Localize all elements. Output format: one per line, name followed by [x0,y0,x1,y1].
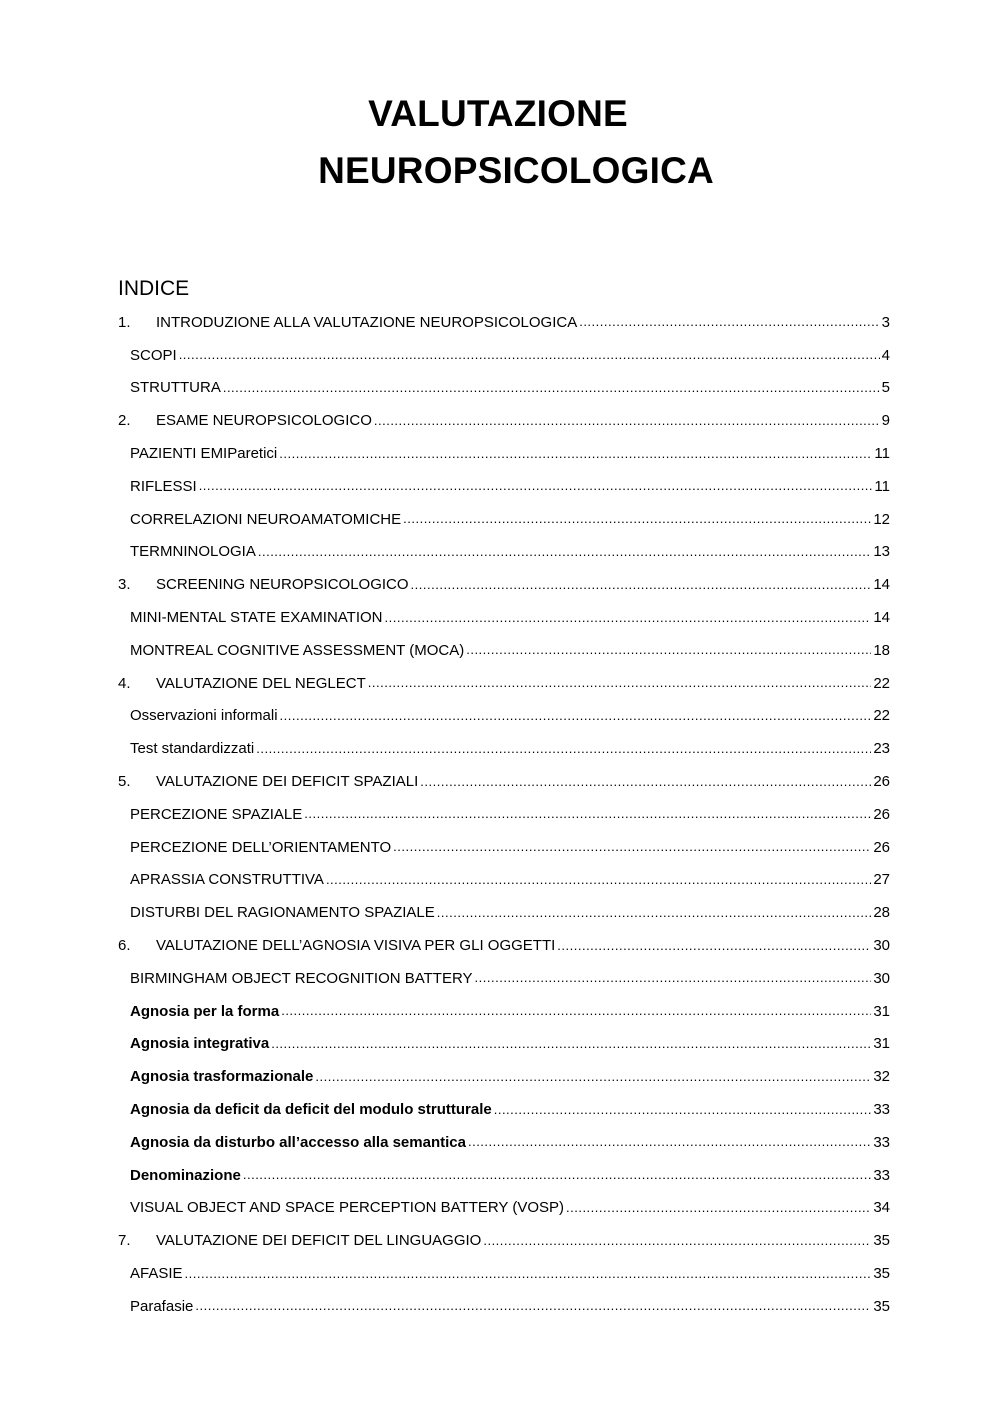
toc-entry-label: VALUTAZIONE DEL NEGLECT [156,674,366,692]
toc-entry[interactable] [118,372,890,405]
toc-entry-page: 26 [873,838,890,856]
toc-dot-leader [315,1068,871,1086]
toc-entry-label: RIFLESSI [130,477,197,495]
toc-entry-label: PERCEZIONE DELL’ORIENTAMENTO [130,838,392,856]
toc-entry-page: 3 [881,313,890,331]
toc-heading: INDICE [118,277,190,300]
toc-entry-page: 23 [873,740,890,758]
toc-entry-label: MINI-MENTAL STATE EXAMINATION [130,609,383,627]
toc-entry-label: AFASIE [130,1265,183,1282]
toc-entry[interactable] [118,339,890,372]
toc-entry[interactable] [118,1192,890,1225]
toc-entry-label: TERMNINOLOGIA [130,543,256,561]
toc-entry-label: VISUAL OBJECT AND SPACE PERCEPTION BATTERY (VOSP) [130,1199,564,1217]
toc-dot-leader [483,1232,871,1250]
toc-dot-leader [468,1133,871,1151]
toc-entry-number: 4. [118,674,131,692]
toc-entry-label: INTRODUZIONE ALLA VALUTAZIONE NEUROPSICOLOGICA [156,313,578,331]
toc-entry[interactable] [118,732,890,765]
toc-dot-leader [326,871,871,889]
toc-entry-page: 18 [873,641,890,659]
toc-entry-label: Test standardizzati [130,740,255,758]
toc-entry-label: SCREENING NEUROPSICOLOGICO [156,576,409,594]
toc-entry-page: 31 [873,1002,890,1020]
toc-dot-leader [280,707,872,725]
toc-dot-leader [557,937,871,955]
document-title-line1: VALUTAZIONE [368,93,628,134]
toc-entry-page: 5 [881,379,890,397]
table-of-contents [118,306,890,1323]
toc-entry-page: 13 [873,543,890,561]
toc-entry[interactable] [118,1224,890,1257]
toc-entry-number: 6. [118,937,131,955]
toc-dot-leader [403,510,871,528]
toc-entry-number: 7. [118,1232,131,1250]
toc-dot-leader [279,445,872,463]
toc-entry[interactable] [118,896,890,929]
toc-dot-leader [579,313,879,331]
toc-entry-page: 33 [873,1101,890,1119]
toc-entry[interactable] [118,437,890,470]
toc-entry-label: VALUTAZIONE DEI DEFICIT DEL LINGUAGGIO [156,1232,482,1250]
toc-dot-leader [411,576,872,594]
toc-entry-label: Agnosia per la forma [130,1002,280,1020]
toc-entry[interactable] [118,995,890,1028]
toc-entry[interactable] [118,404,890,437]
toc-entry-label: VALUTAZIONE DELL’AGNOSIA VISIVA PER GLI OGGETTI [156,937,556,955]
toc-entry-page: 30 [873,969,890,987]
toc-entry-label: VALUTAZIONE DEI DEFICIT SPAZIALI [156,773,419,791]
toc-dot-leader [179,346,880,364]
toc-entry[interactable] [118,306,890,339]
toc-entry-page: 9 [881,412,890,430]
toc-entry-page: 26 [873,773,890,791]
toc-entry-label: STRUTTURA [130,379,221,397]
toc-entry-label: Agnosia integrativa [130,1035,270,1053]
toc-entry-label: Osservazioni informali [130,707,278,725]
toc-entry-page: 22 [873,674,890,692]
document-title-line2: NEUROPSICOLOGICA [318,150,714,191]
toc-entry-label: Agnosia da disturbo all’accesso alla semantica [130,1133,466,1151]
toc-dot-leader [368,674,872,692]
toc-entry-label: PAZIENTI EMIParetici [130,445,278,463]
toc-dot-leader [199,477,873,495]
toc-entry-page: 12 [873,510,890,528]
toc-dot-leader [475,969,872,987]
toc-entry-label: DISTURBI DEL RAGIONAMENTO SPAZIALE [130,904,435,922]
toc-entry-label: Agnosia da deficit da deficit del modulo strutturale [130,1101,492,1119]
toc-entry-number: 3. [118,576,131,594]
toc-dot-leader [393,838,871,856]
toc-entry[interactable] [118,568,890,601]
toc-entry-page: 35 [873,1265,890,1282]
toc-entry-page: 14 [873,576,890,594]
toc-entry[interactable] [118,962,890,995]
toc-entry[interactable] [118,1159,890,1192]
toc-entry-page: 31 [873,1035,890,1053]
toc-entry-page: 33 [873,1166,890,1184]
toc-dot-leader [466,641,871,659]
toc-dot-leader [195,1297,871,1315]
toc-entry[interactable] [118,929,890,962]
toc-entry[interactable] [118,1028,890,1061]
toc-entry-label: SCOPI [130,346,177,364]
toc-dot-leader [185,1265,872,1283]
toc-entry[interactable] [118,1290,890,1323]
toc-entry[interactable] [118,470,890,503]
toc-entry-label: Denominazione [130,1166,241,1184]
toc-entry-label: ESAME NEUROPSICOLOGICO [156,412,372,430]
toc-dot-leader [223,379,880,397]
toc-entry-page: 35 [873,1232,890,1250]
toc-dot-leader [385,609,872,627]
toc-entry-number: 2. [118,412,131,430]
toc-entry[interactable] [118,765,890,798]
toc-entry[interactable] [118,601,890,634]
toc-entry-label: CORRELAZIONI NEUROAMATOMICHE [130,510,402,528]
toc-entry[interactable] [118,700,890,733]
toc-dot-leader [566,1199,871,1217]
toc-entry-page: 34 [873,1199,890,1217]
toc-entry-page: 11 [874,445,890,463]
toc-entry-page: 28 [873,904,890,922]
toc-entry-page: 11 [874,477,890,495]
toc-dot-leader [304,805,871,823]
toc-entry-page: 27 [873,871,890,889]
toc-entry[interactable] [118,831,890,864]
toc-entry[interactable] [118,634,890,667]
toc-entry[interactable] [118,864,890,897]
toc-dot-leader [281,1002,871,1020]
toc-dot-leader [494,1101,872,1119]
toc-entry-label: Parafasie [130,1297,194,1315]
toc-entry-label: Agnosia trasformazionale [130,1068,314,1086]
toc-entry[interactable] [118,798,890,831]
toc-entry-label: APRASSIA CONSTRUTTIVA [130,871,324,889]
toc-entry[interactable] [118,1060,890,1093]
toc-dot-leader [258,543,871,561]
toc-entry[interactable] [118,1093,890,1126]
toc-entry[interactable] [118,667,890,700]
toc-entry-page: 26 [873,805,890,823]
toc-dot-leader [420,773,871,791]
toc-dot-leader [374,412,880,430]
toc-entry-page: 35 [873,1297,890,1315]
toc-entry-number: 5. [118,773,131,791]
toc-entry-page: 4 [881,346,890,364]
toc-dot-leader [271,1035,871,1053]
toc-dot-leader [437,904,872,922]
toc-entry[interactable] [118,1126,890,1159]
toc-entry-label: MONTREAL COGNITIVE ASSESSMENT (MOCA) [130,641,465,659]
toc-entry[interactable] [118,1257,890,1290]
toc-entry-label: PERCEZIONE SPAZIALE [130,805,303,823]
toc-dot-leader [243,1166,871,1184]
toc-entry-page: 14 [873,609,890,627]
toc-entry-label: BIRMINGHAM OBJECT RECOGNITION BATTERY [130,969,473,987]
toc-entry-page: 32 [873,1068,890,1086]
toc-entry-number: 1. [118,313,131,331]
toc-dot-leader [256,740,871,758]
toc-entry[interactable] [118,503,890,536]
toc-entry-page: 33 [873,1133,890,1151]
toc-entry-page: 30 [873,937,890,955]
toc-entry-page: 22 [873,707,890,725]
toc-entry[interactable] [118,536,890,569]
